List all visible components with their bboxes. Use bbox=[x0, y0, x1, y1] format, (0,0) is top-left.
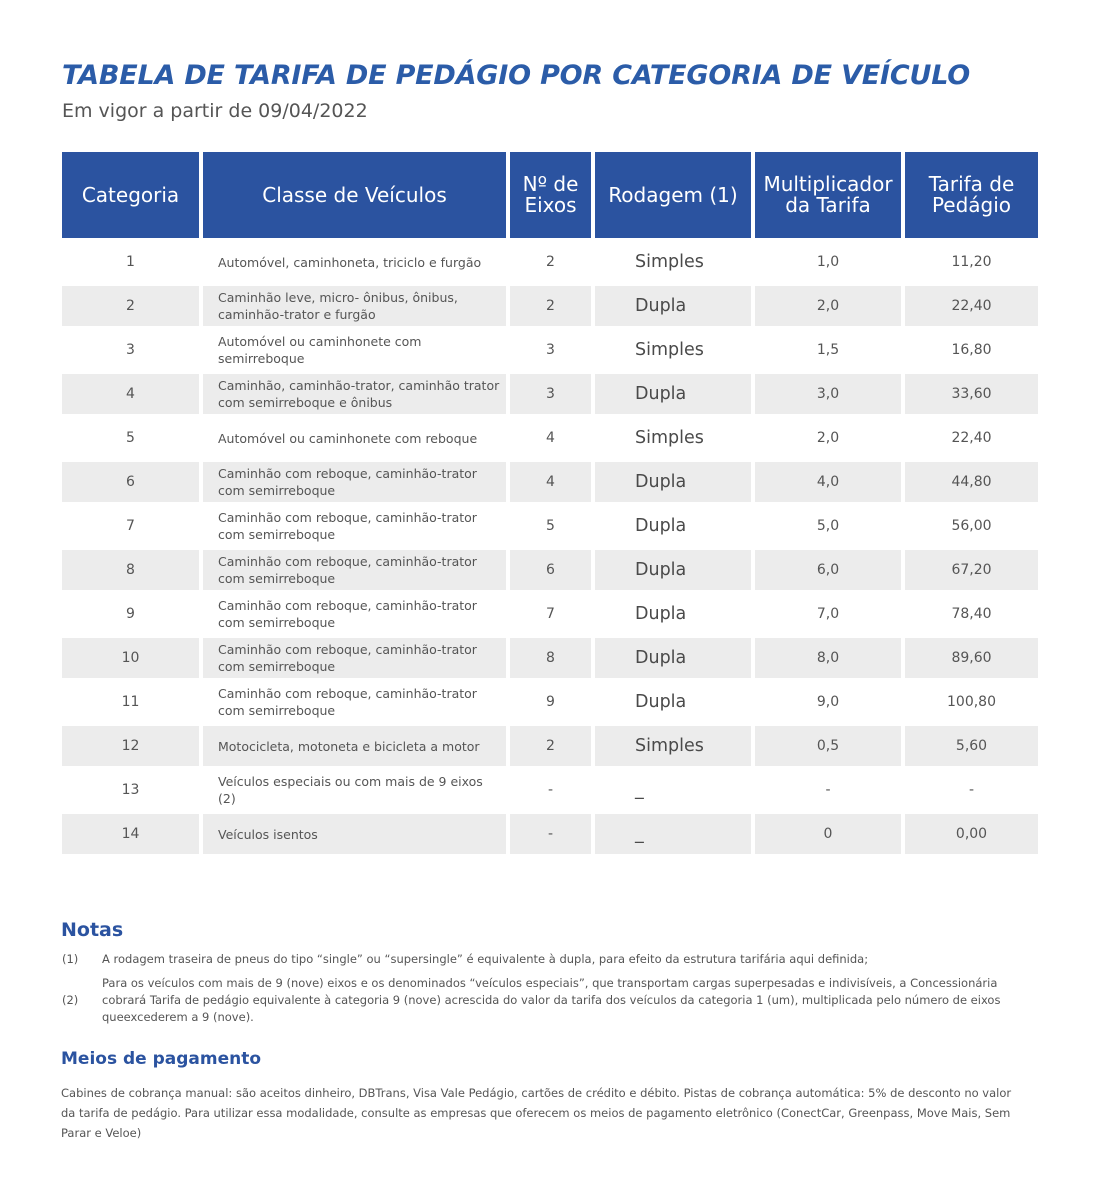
cell-eixos: 3 bbox=[546, 342, 555, 358]
cell-multiplicador: 0 bbox=[755, 814, 901, 854]
column-header-label: Categoria bbox=[81, 182, 180, 207]
cell-categoria: 5 bbox=[126, 430, 135, 446]
cell-multiplicador: 1,0 bbox=[816, 254, 840, 270]
cell-multiplicador: 5,0 bbox=[816, 518, 840, 534]
table-row bbox=[62, 550, 1038, 590]
table-row bbox=[62, 726, 1038, 766]
note-text: A rodagem traseira de pneus do tipo “single” ou “supersingle” é equivalente à dupla, para efeito da estrutura tarifária aqui definida; bbox=[102, 952, 869, 966]
cell-eixos: 4 bbox=[546, 430, 555, 446]
payment-text: Cabines de cobrança manual: são aceitos dinheiro, DBTrans, Visa Vale Pedágio, cartões de crédito e débito. Pistas de cobrança automática: 5% de desconto no valor da tarifa de pedágio. Para utilizar essa modalidade, consulte as empresas que oferecem os meios de pagamento eletrônico (ConectCar, Greenpass, Move Mais, Sem Parar e Veloe) bbox=[61, 1086, 1012, 1140]
cell-categoria: 8 bbox=[62, 550, 199, 590]
cell-tarifa: 11,20 bbox=[951, 254, 992, 270]
cell-tarifa: 56,00 bbox=[951, 518, 992, 534]
cell-classe: Caminhão com reboque, caminhão-trator com semirreboque bbox=[203, 462, 506, 502]
cell-rodagem: Dupla bbox=[595, 638, 751, 678]
cell-categoria: 9 bbox=[126, 606, 135, 622]
cell-categoria: 10 bbox=[62, 638, 199, 678]
note-number: (1) bbox=[62, 952, 79, 966]
cell-tarifa: 22,40 bbox=[905, 286, 1038, 326]
cell-multiplicador: 7,0 bbox=[816, 606, 840, 622]
table-row bbox=[62, 770, 1038, 810]
cell-multiplicador: - bbox=[825, 782, 831, 798]
column-header-label: Tarifa de Pedágio bbox=[928, 172, 1015, 217]
cell-classe: Caminhão com reboque, caminhão-trator com semirreboque bbox=[218, 598, 477, 630]
cell-multiplicador: 3,0 bbox=[755, 374, 901, 414]
column-header-classe bbox=[203, 152, 506, 238]
notes-title: Notas bbox=[61, 919, 124, 941]
cell-rodagem: _ bbox=[635, 780, 644, 800]
column-header-multiplicador bbox=[755, 152, 901, 238]
payment-title: Meios de pagamento bbox=[61, 1049, 262, 1069]
cell-classe: Caminhão com reboque, caminhão-trator com semirreboque bbox=[218, 686, 477, 718]
cell-eixos: 2 bbox=[510, 726, 591, 766]
cell-eixos: 6 bbox=[510, 550, 591, 590]
cell-rodagem: Dupla bbox=[595, 374, 751, 414]
tariff-table bbox=[58, 148, 1042, 858]
cell-categoria: 3 bbox=[126, 342, 135, 358]
table-row bbox=[62, 814, 1038, 854]
cell-eixos: 2 bbox=[546, 254, 555, 270]
cell-classe: Caminhão com reboque, caminhão-trator com semirreboque bbox=[203, 550, 506, 590]
cell-tarifa: 78,40 bbox=[951, 606, 992, 622]
cell-categoria: 12 bbox=[62, 726, 199, 766]
cell-rodagem: Dupla bbox=[635, 516, 687, 536]
cell-categoria: 2 bbox=[62, 286, 199, 326]
cell-categoria: 13 bbox=[121, 782, 140, 798]
cell-tarifa: 22,40 bbox=[951, 430, 992, 446]
note-number: (2) bbox=[62, 993, 79, 1007]
cell-tarifa: 44,80 bbox=[905, 462, 1038, 502]
cell-tarifa: 16,80 bbox=[951, 342, 992, 358]
cell-multiplicador: 4,0 bbox=[755, 462, 901, 502]
cell-classe: Caminhão com reboque, caminhão-trator com semirreboque bbox=[218, 510, 477, 542]
note-2 bbox=[62, 975, 1032, 1026]
cell-tarifa: 33,60 bbox=[905, 374, 1038, 414]
cell-classe: Caminhão com reboque, caminhão-trator com semirreboque bbox=[203, 638, 506, 678]
column-header-label: Classe de Veículos bbox=[262, 182, 447, 207]
cell-rodagem: Dupla bbox=[595, 286, 751, 326]
column-header-label: Rodagem (1) bbox=[608, 182, 738, 207]
cell-multiplicador: 2,0 bbox=[755, 286, 901, 326]
cell-tarifa: 89,60 bbox=[905, 638, 1038, 678]
table-row bbox=[62, 506, 1038, 546]
column-header-tarifa bbox=[905, 152, 1038, 238]
cell-eixos: 9 bbox=[546, 694, 555, 710]
cell-classe: Veículos especiais ou com mais de 9 eixos (2) bbox=[218, 774, 483, 806]
cell-eixos: 5 bbox=[546, 518, 555, 534]
cell-tarifa: 0,00 bbox=[905, 814, 1038, 854]
cell-classe: Automóvel ou caminhonete com reboque bbox=[218, 430, 478, 446]
table-row bbox=[62, 682, 1038, 722]
cell-tarifa: 67,20 bbox=[905, 550, 1038, 590]
table-row bbox=[62, 330, 1038, 370]
table-row bbox=[62, 374, 1038, 414]
column-header-rodagem bbox=[595, 152, 751, 238]
cell-classe: Caminhão leve, micro- ônibus, ônibus, caminhão-trator e furgão bbox=[203, 286, 506, 326]
cell-categoria: 4 bbox=[62, 374, 199, 414]
table-row bbox=[62, 638, 1038, 678]
tariff-table-body bbox=[62, 242, 1038, 854]
cell-tarifa: 5,60 bbox=[905, 726, 1038, 766]
table-row bbox=[62, 462, 1038, 502]
column-header-categoria bbox=[62, 152, 199, 238]
cell-eixos: - bbox=[510, 814, 591, 854]
cell-categoria: 14 bbox=[62, 814, 199, 854]
cell-eixos: - bbox=[547, 782, 554, 798]
cell-multiplicador: 0,5 bbox=[755, 726, 901, 766]
table-row bbox=[62, 418, 1038, 458]
cell-eixos: 4 bbox=[510, 462, 591, 502]
cell-multiplicador: 9,0 bbox=[816, 694, 840, 710]
cell-rodagem: Simples bbox=[595, 726, 751, 766]
note-text: Para os veículos com mais de 9 (nove) eixos e os denominados “veículos especiais”, que transportam cargas superpesadas e indivisíveis, a Concessionária cobrará Tarifa de pedágio equivalente à categoria 9 (nove) acrescida do valor da tarifa dos veículos da categoria 1 (um), multiplicada pelo número de eixos queexcederem a 9 (nove). bbox=[102, 976, 1001, 1024]
cell-eixos: 8 bbox=[510, 638, 591, 678]
cell-classe: Automóvel ou caminhonete com semirreboque bbox=[218, 334, 422, 366]
cell-rodagem: Dupla bbox=[635, 692, 687, 712]
cell-categoria: 7 bbox=[126, 518, 135, 534]
cell-multiplicador: 1,5 bbox=[816, 342, 840, 358]
cell-multiplicador: 8,0 bbox=[755, 638, 901, 678]
cell-tarifa: - bbox=[968, 782, 975, 798]
table-row bbox=[62, 286, 1038, 326]
cell-tarifa: 100,80 bbox=[947, 694, 996, 710]
cell-categoria: 1 bbox=[126, 254, 135, 270]
cell-eixos: 3 bbox=[510, 374, 591, 414]
column-header-label: Multiplicador da Tarifa bbox=[763, 172, 893, 217]
table-header-row bbox=[62, 152, 1038, 238]
cell-categoria: 6 bbox=[62, 462, 199, 502]
cell-rodagem: Dupla bbox=[595, 462, 751, 502]
cell-categoria: 11 bbox=[121, 694, 140, 710]
cell-multiplicador: 2,0 bbox=[816, 430, 840, 446]
column-header-label: Nº de Eixos bbox=[522, 172, 579, 217]
cell-rodagem: Dupla bbox=[635, 604, 687, 624]
cell-rodagem: Simples bbox=[635, 340, 704, 360]
cell-rodagem: Simples bbox=[635, 252, 704, 272]
cell-eixos: 2 bbox=[510, 286, 591, 326]
cell-rodagem: _ bbox=[595, 814, 751, 854]
cell-rodagem: Simples bbox=[635, 428, 704, 448]
cell-classe: Caminhão, caminhão-trator, caminhão trator com semirreboque e ônibus bbox=[203, 374, 506, 414]
cell-eixos: 7 bbox=[546, 606, 555, 622]
note-1 bbox=[62, 951, 1032, 968]
cell-multiplicador: 6,0 bbox=[755, 550, 901, 590]
cell-classe: Automóvel, caminhoneta, triciclo e furgão bbox=[218, 254, 482, 270]
page-subtitle: Em vigor a partir de 09/04/2022 bbox=[62, 100, 368, 122]
page-title: TABELA DE TARIFA DE PEDÁGIO POR CATEGORIA DE VEÍCULO bbox=[62, 60, 971, 91]
table-row bbox=[62, 242, 1038, 282]
cell-classe: Veículos isentos bbox=[203, 814, 506, 854]
cell-classe: Motocicleta, motoneta e bicicleta a motor bbox=[203, 726, 506, 766]
column-header-eixos bbox=[510, 152, 591, 238]
cell-rodagem: Dupla bbox=[595, 550, 751, 590]
table-row bbox=[62, 594, 1038, 634]
